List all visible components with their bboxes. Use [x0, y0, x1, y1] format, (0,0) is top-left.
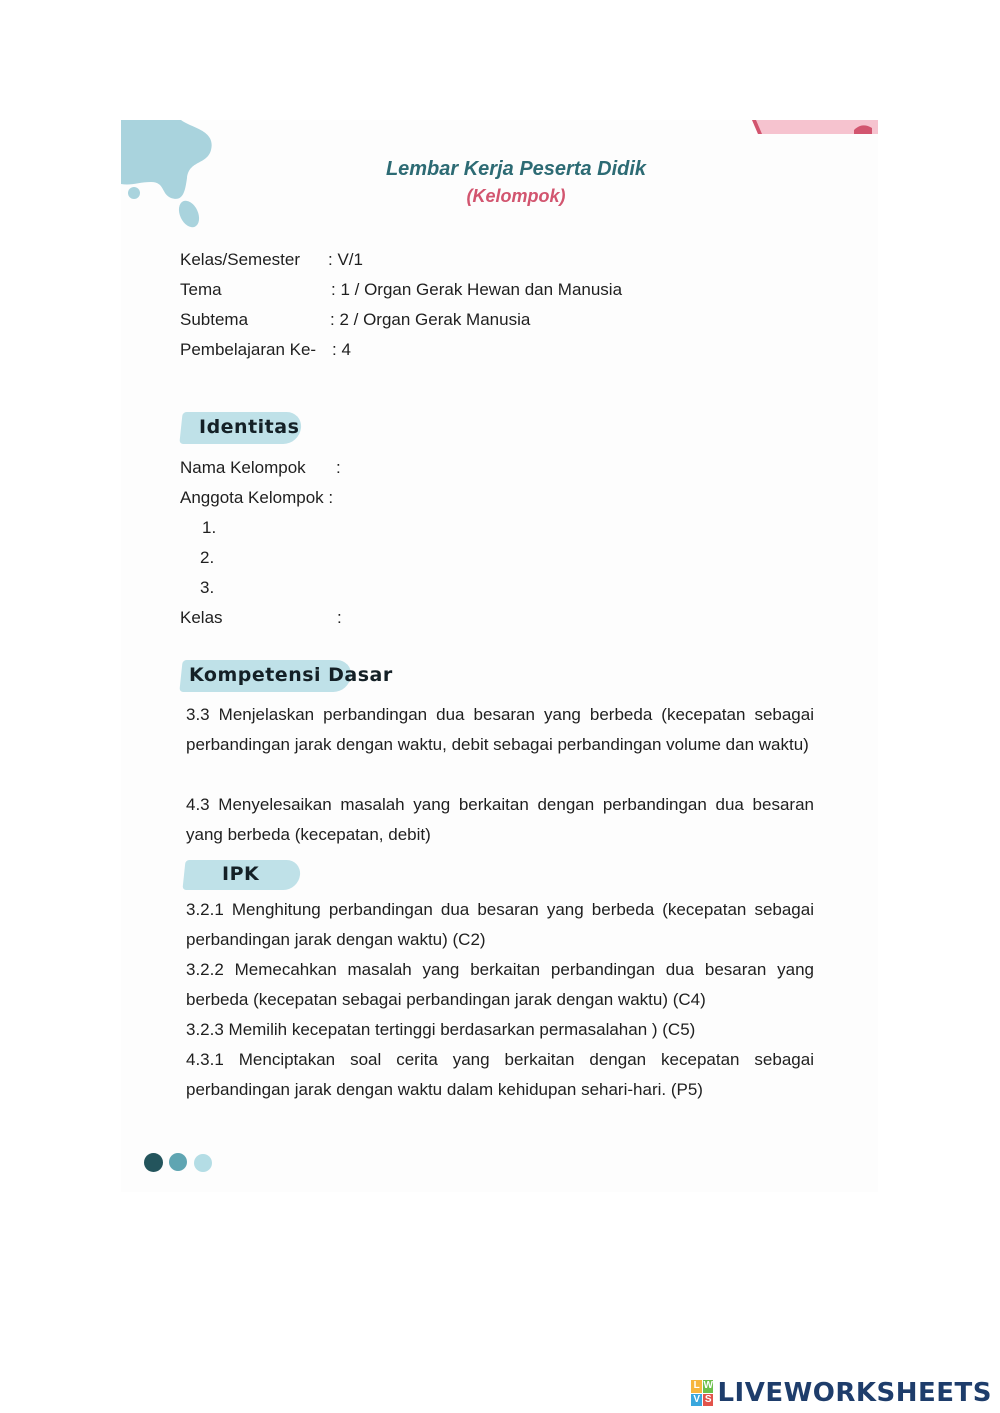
- anggota-kelompok-label: Anggota Kelompok :: [180, 488, 334, 507]
- ipk-heading: IPK: [222, 863, 260, 885]
- liveworksheets-logo-icon: L W V S: [693, 1380, 713, 1405]
- info-label: Subtema: [180, 310, 249, 329]
- kelas-colon: :: [337, 608, 342, 627]
- member-number: 2.: [200, 548, 215, 567]
- dot-medium: [169, 1153, 187, 1171]
- ipk-item: 3.2.2 Memecahkan masalah yang berkaitan perbandingan dua besaran yang berbeda (kecepatan sebagai perbandingan jarak dengan waktu) (C4): [186, 960, 814, 1009]
- info-label: Tema: [180, 280, 222, 299]
- info-label: Kelas/Semester: [180, 250, 300, 269]
- kelas-label: Kelas: [180, 608, 223, 627]
- liveworksheets-brand-text: LIVEWORKSHEETS: [717, 1378, 992, 1408]
- dot-light: [194, 1154, 212, 1172]
- kompetensi-heading: Kompetensi Dasar: [189, 664, 393, 686]
- ipk-item: 3.2.3 Memilih kecepatan tertinggi berdasarkan permasalahan ) (C5): [186, 1020, 696, 1039]
- liveworksheets-logo[interactable]: [691, 1376, 992, 1410]
- info-row-pembelajaran: [180, 340, 351, 360]
- kompetensi-item: 4.3 Menyelesaikan masalah yang berkaitan dengan perbandingan dua besaran yang berbeda (kecepatan, debit): [186, 795, 814, 844]
- info-value: : 1 / Organ Gerak Hewan dan Manusia: [331, 280, 623, 299]
- member-number: 3.: [200, 578, 215, 597]
- ipk-item: 4.3.1 Menciptakan soal cerita yang berkaitan dengan kecepatan sebagai perbandingan jarak dengan waktu dalam kehidupan sehari-hari. (P5): [186, 1050, 814, 1099]
- info-row-subtema: [180, 310, 531, 330]
- info-row-tema: [180, 280, 623, 300]
- page-title: Lembar Kerja Peserta Didik: [385, 158, 647, 180]
- info-row-kelas-semester: [180, 250, 363, 270]
- identitas-heading: Identitas: [199, 416, 300, 438]
- info-value: : V/1: [328, 250, 363, 269]
- info-value: : 4: [332, 340, 351, 359]
- kompetensi-item: 3.3 Menjelaskan perbandingan dua besaran yang berbeda (kecepatan sebagai perbandingan jarak dengan waktu, debit sebagai perbandingan volume dan waktu): [186, 705, 814, 754]
- info-value: : 2 / Organ Gerak Manusia: [330, 310, 531, 329]
- member-number: 1.: [202, 518, 217, 537]
- info-label: Pembelajaran Ke-: [180, 340, 317, 359]
- corner-ribbon-decoration: [738, 120, 878, 136]
- page-subtitle: (Kelompok): [466, 186, 566, 206]
- nama-kelompok-colon: :: [336, 458, 341, 477]
- worksheet-page: [121, 120, 878, 1192]
- nama-kelompok-label: Nama Kelompok: [180, 458, 306, 477]
- dot-dark: [144, 1153, 163, 1172]
- ipk-item: 3.2.1 Menghitung perbandingan dua besaran yang berbeda (kecepatan sebagai perbandingan jarak dengan waktu) (C2): [186, 900, 814, 949]
